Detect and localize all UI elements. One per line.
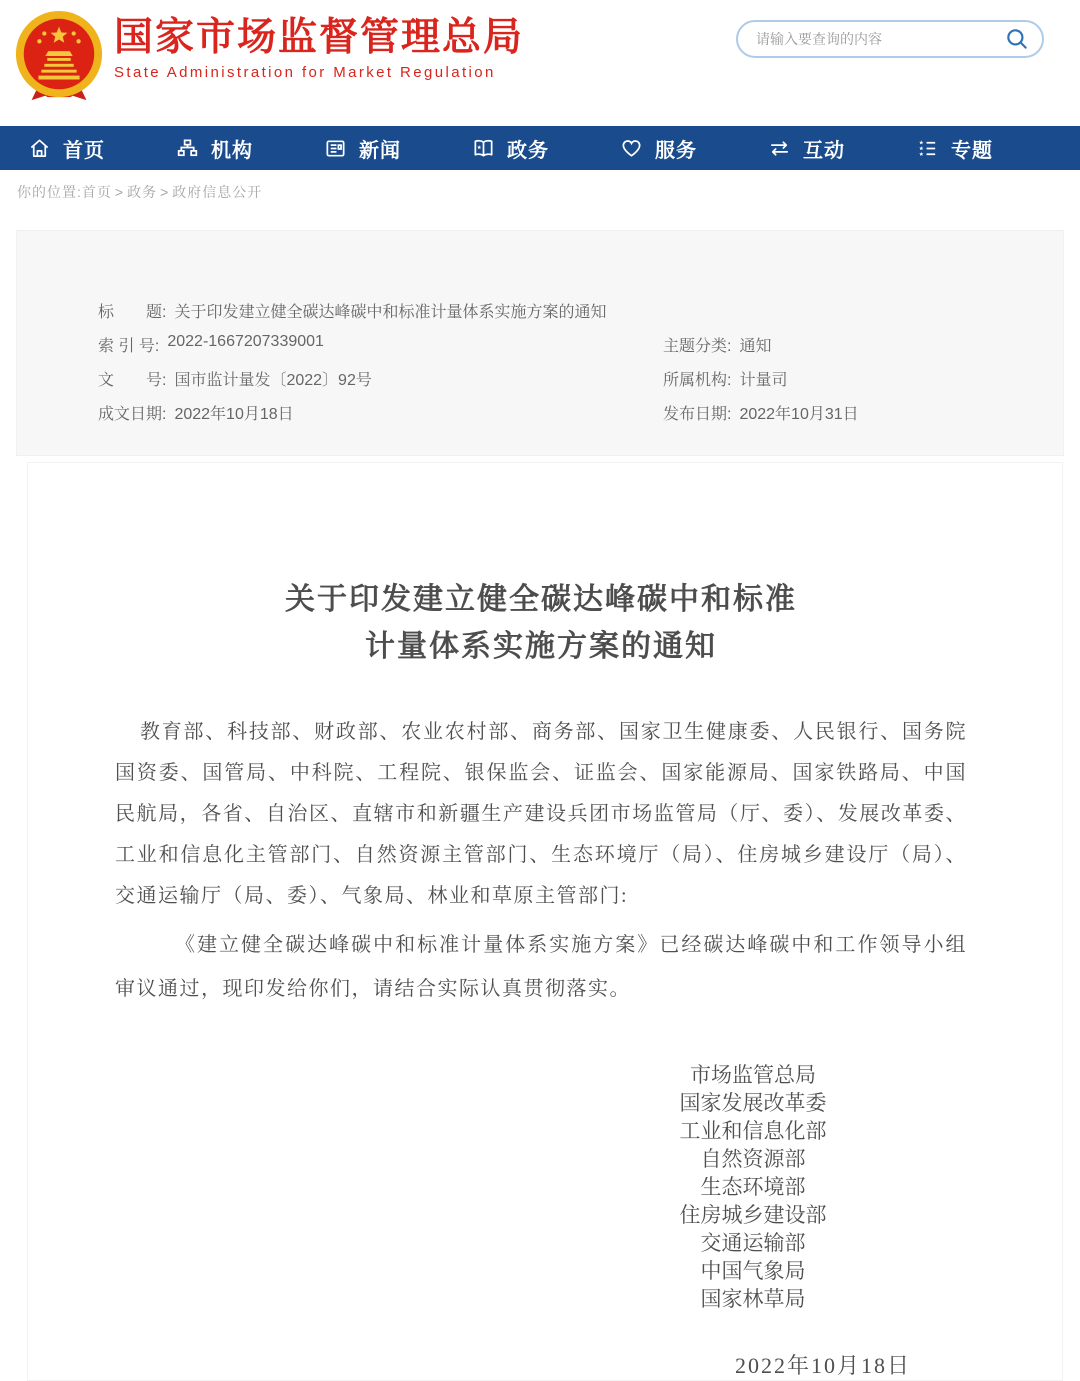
breadcrumb-item-home[interactable]: 首页 xyxy=(81,184,112,200)
meta-title-label: 标 题: xyxy=(98,303,167,321)
signature-line: 交通运输部 xyxy=(700,1231,806,1255)
open-book-icon xyxy=(472,137,495,160)
breadcrumb-item-gov[interactable]: 政务 xyxy=(127,184,158,200)
org-chart-icon xyxy=(176,137,199,160)
signature-line: 工业和信息化部 xyxy=(679,1119,827,1143)
signature-line: 中国气象局 xyxy=(700,1259,806,1283)
document-content-panel xyxy=(27,462,1063,1381)
meta-docnum-value: 国市监计量发〔2022〕92号 xyxy=(174,371,372,389)
meta-category-value: 通知 xyxy=(739,337,772,355)
nav-item-services[interactable] xyxy=(620,134,768,163)
heart-icon xyxy=(620,137,643,160)
nav-item-label: 服务 xyxy=(655,139,697,162)
signature-line: 国家发展改革委 xyxy=(679,1091,827,1115)
document-meta-panel xyxy=(16,230,1064,456)
star-list-icon xyxy=(916,137,939,160)
nav-item-home[interactable] xyxy=(28,134,176,163)
breadcrumb-separator: > xyxy=(114,184,125,200)
home-icon xyxy=(28,137,51,160)
main-nav xyxy=(0,126,1080,170)
breadcrumb-prefix: 你的位置: xyxy=(17,184,82,200)
breadcrumb-separator: > xyxy=(160,184,170,200)
signature-block xyxy=(603,1061,903,1313)
breadcrumb-item-info-disclosure[interactable]: 政府信息公开 xyxy=(172,184,263,200)
nav-item-label: 政务 xyxy=(507,139,549,162)
nav-item-gov[interactable] xyxy=(472,134,620,163)
signature-line: 住房城乡建设部 xyxy=(679,1203,827,1227)
nav-item-label: 首页 xyxy=(63,139,105,162)
meta-row-docnum xyxy=(98,361,1043,395)
document-paragraph-main: 《建立健全碳达峰碳中和标准计量体系实施方案》已经碳达峰碳中和工作领导小组审议通过，现印发给你们，请结合实际认真贯彻落实。 xyxy=(115,934,967,1000)
search-icon[interactable] xyxy=(1004,26,1030,52)
meta-written-date-label: 成文日期: xyxy=(98,405,167,423)
meta-category-label: 主题分类: xyxy=(663,337,732,355)
document-title xyxy=(115,576,967,670)
news-icon xyxy=(324,137,347,160)
meta-index-label: 索 引 号: xyxy=(98,337,160,355)
document-title-line1: 关于印发建立健全碳达峰碳中和标准 xyxy=(285,583,797,616)
signature-line: 市场监管总局 xyxy=(690,1063,816,1087)
meta-row-dates xyxy=(98,395,1043,429)
meta-row-index xyxy=(98,327,1043,361)
meta-published-date-label: 发布日期: xyxy=(663,405,732,423)
site-subtitle: State Administration for Market Regulation xyxy=(114,64,496,81)
meta-office-value: 计量司 xyxy=(739,371,788,389)
meta-row-title xyxy=(98,293,1043,327)
nav-item-label: 专题 xyxy=(951,139,993,162)
site-title: 国家市场监督管理总局 xyxy=(114,16,525,59)
signature-line: 自然资源部 xyxy=(700,1147,806,1171)
search-input[interactable] xyxy=(756,31,1004,47)
meta-office-label: 所属机构: xyxy=(663,371,732,389)
meta-written-date-value: 2022年10月18日 xyxy=(174,405,294,423)
breadcrumb xyxy=(0,170,1080,214)
document-paragraph-recipients: 教育部、科技部、财政部、农业农村部、商务部、国家卫生健康委、人民银行、国务院国资委、国管局、中科院、工程院、银保监会、证监会、国家能源局、国家铁路局、中国民航局，各省、自治区、直辖市和新疆生产建设兵团市场监管局（厅、委）、发展改革委、工业和信息化主管部门、自然资源主管部门、生态环境厅（局）、住房城乡建设厅（局）、交通运输厅（局、委）、气象局、林业和草原主管部门: xyxy=(115,721,967,907)
nav-item-news[interactable] xyxy=(324,134,472,163)
nav-item-label: 新闻 xyxy=(359,139,401,162)
site-header xyxy=(0,0,1080,126)
document-body xyxy=(115,712,967,1011)
nav-item-org[interactable] xyxy=(176,134,324,163)
document-date: 2022年10月18日 xyxy=(735,1353,912,1378)
meta-docnum-label: 文 号: xyxy=(98,371,167,389)
swap-arrows-icon xyxy=(768,137,791,160)
meta-index-value: 2022-1667207339001 xyxy=(167,332,324,350)
signature-line: 生态环境部 xyxy=(700,1175,806,1199)
national-emblem-logo xyxy=(12,8,106,104)
nav-item-interact[interactable] xyxy=(768,134,916,163)
document-title-line2: 计量体系实施方案的通知 xyxy=(365,630,717,663)
meta-title-value: 关于印发建立健全碳达峰碳中和标准计量体系实施方案的通知 xyxy=(174,303,607,321)
search-box xyxy=(736,20,1044,58)
nav-item-label: 互动 xyxy=(803,139,845,162)
nav-item-topics[interactable] xyxy=(916,134,1064,163)
meta-published-date-value: 2022年10月31日 xyxy=(739,405,859,423)
brand-block xyxy=(114,16,524,81)
signature-line: 国家林草局 xyxy=(700,1287,806,1311)
nav-item-label: 机构 xyxy=(211,139,253,162)
